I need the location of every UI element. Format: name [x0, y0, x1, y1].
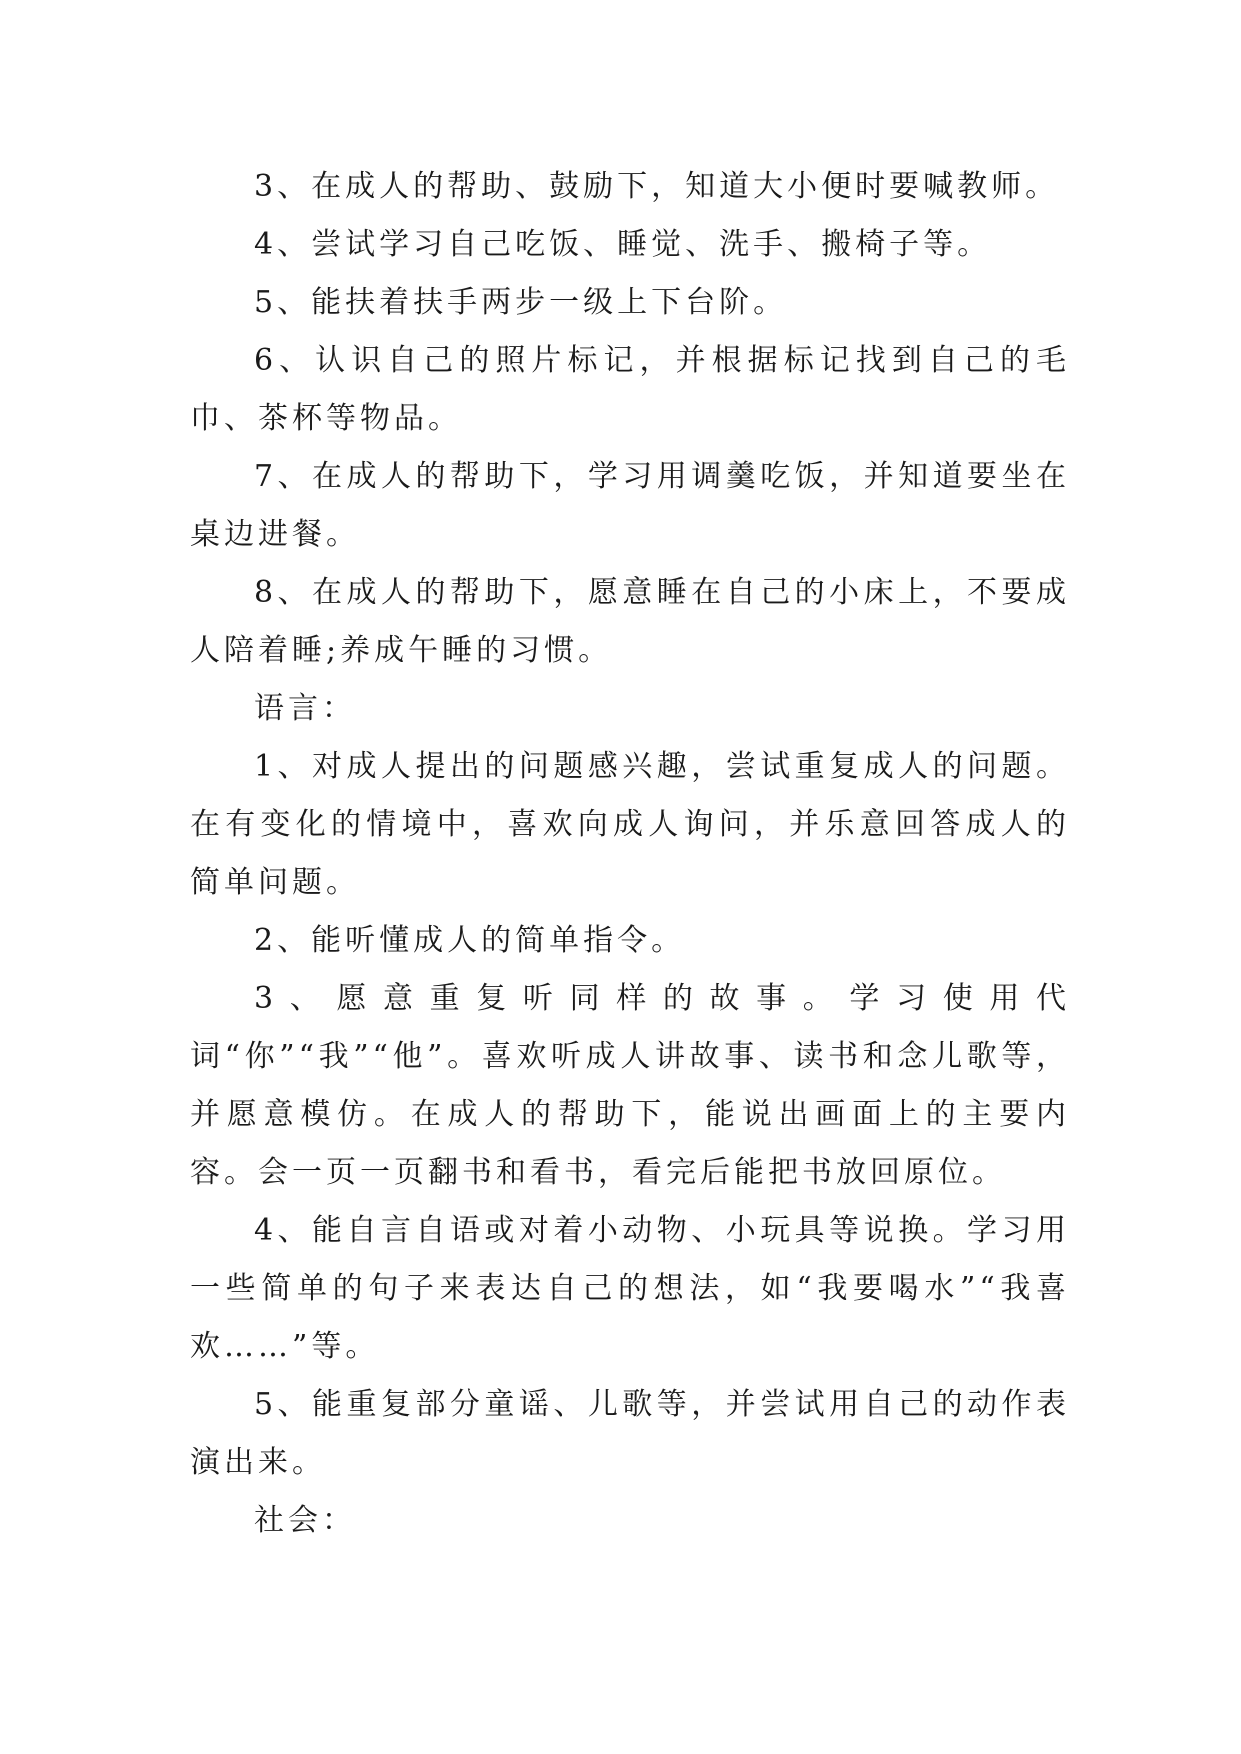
paragraph-instructions: 2、能听懂成人的简单指令。 [254, 923, 686, 958]
paragraph-nursery-rhymes: 5、能重复部分童谣、儿歌等，并尝试用自己的动作表演出来。 [190, 1387, 1070, 1480]
section-heading-language: 语言： [254, 691, 356, 726]
paragraph-nap: 8、在成人的帮助下，愿意睡在自己的小床上，不要成人陪着睡;养成午睡的习惯。 [190, 575, 1070, 668]
paragraph-stairs: 5、能扶着扶手两步一级上下台阶。 [254, 285, 788, 320]
paragraph-self-care: 4、尝试学习自己吃饭、睡觉、洗手、搬椅子等。 [254, 227, 992, 262]
paragraph-photo-mark: 6、认识自己的照片标记，并根据标记找到自己的毛巾、茶杯等物品。 [190, 343, 1070, 436]
document-body [190, 158, 1070, 1550]
paragraph-toileting: 3、在成人的帮助、鼓励下，知道大小便时要喊教师。 [254, 169, 1060, 204]
paragraph-questions: 1、对成人提出的问题感兴趣，尝试重复成人的问题。在有变化的情境中，喜欢向成人询问，并乐意回答成人的简单问题。 [190, 749, 1070, 900]
paragraph-self-talk: 4、能自言自语或对着小动物、小玩具等说换。学习用一些简单的句子来表达自己的想法，如“我要喝水”“我喜欢……”等。 [190, 1213, 1070, 1364]
paragraph-stories: 3、愿意重复听同样的故事。学习使用代词“你”“我”“他”。喜欢听成人讲故事、读书和念儿歌等，并愿意模仿。在成人的帮助下，能说出画面上的主要内容。会一页一页翻书和看书，看完后能把书放回原位。 [190, 981, 1070, 1190]
paragraph-spoon-eating: 7、在成人的帮助下，学习用调羹吃饭，并知道要坐在桌边进餐。 [190, 459, 1070, 552]
section-heading-social: 社会： [254, 1503, 356, 1538]
